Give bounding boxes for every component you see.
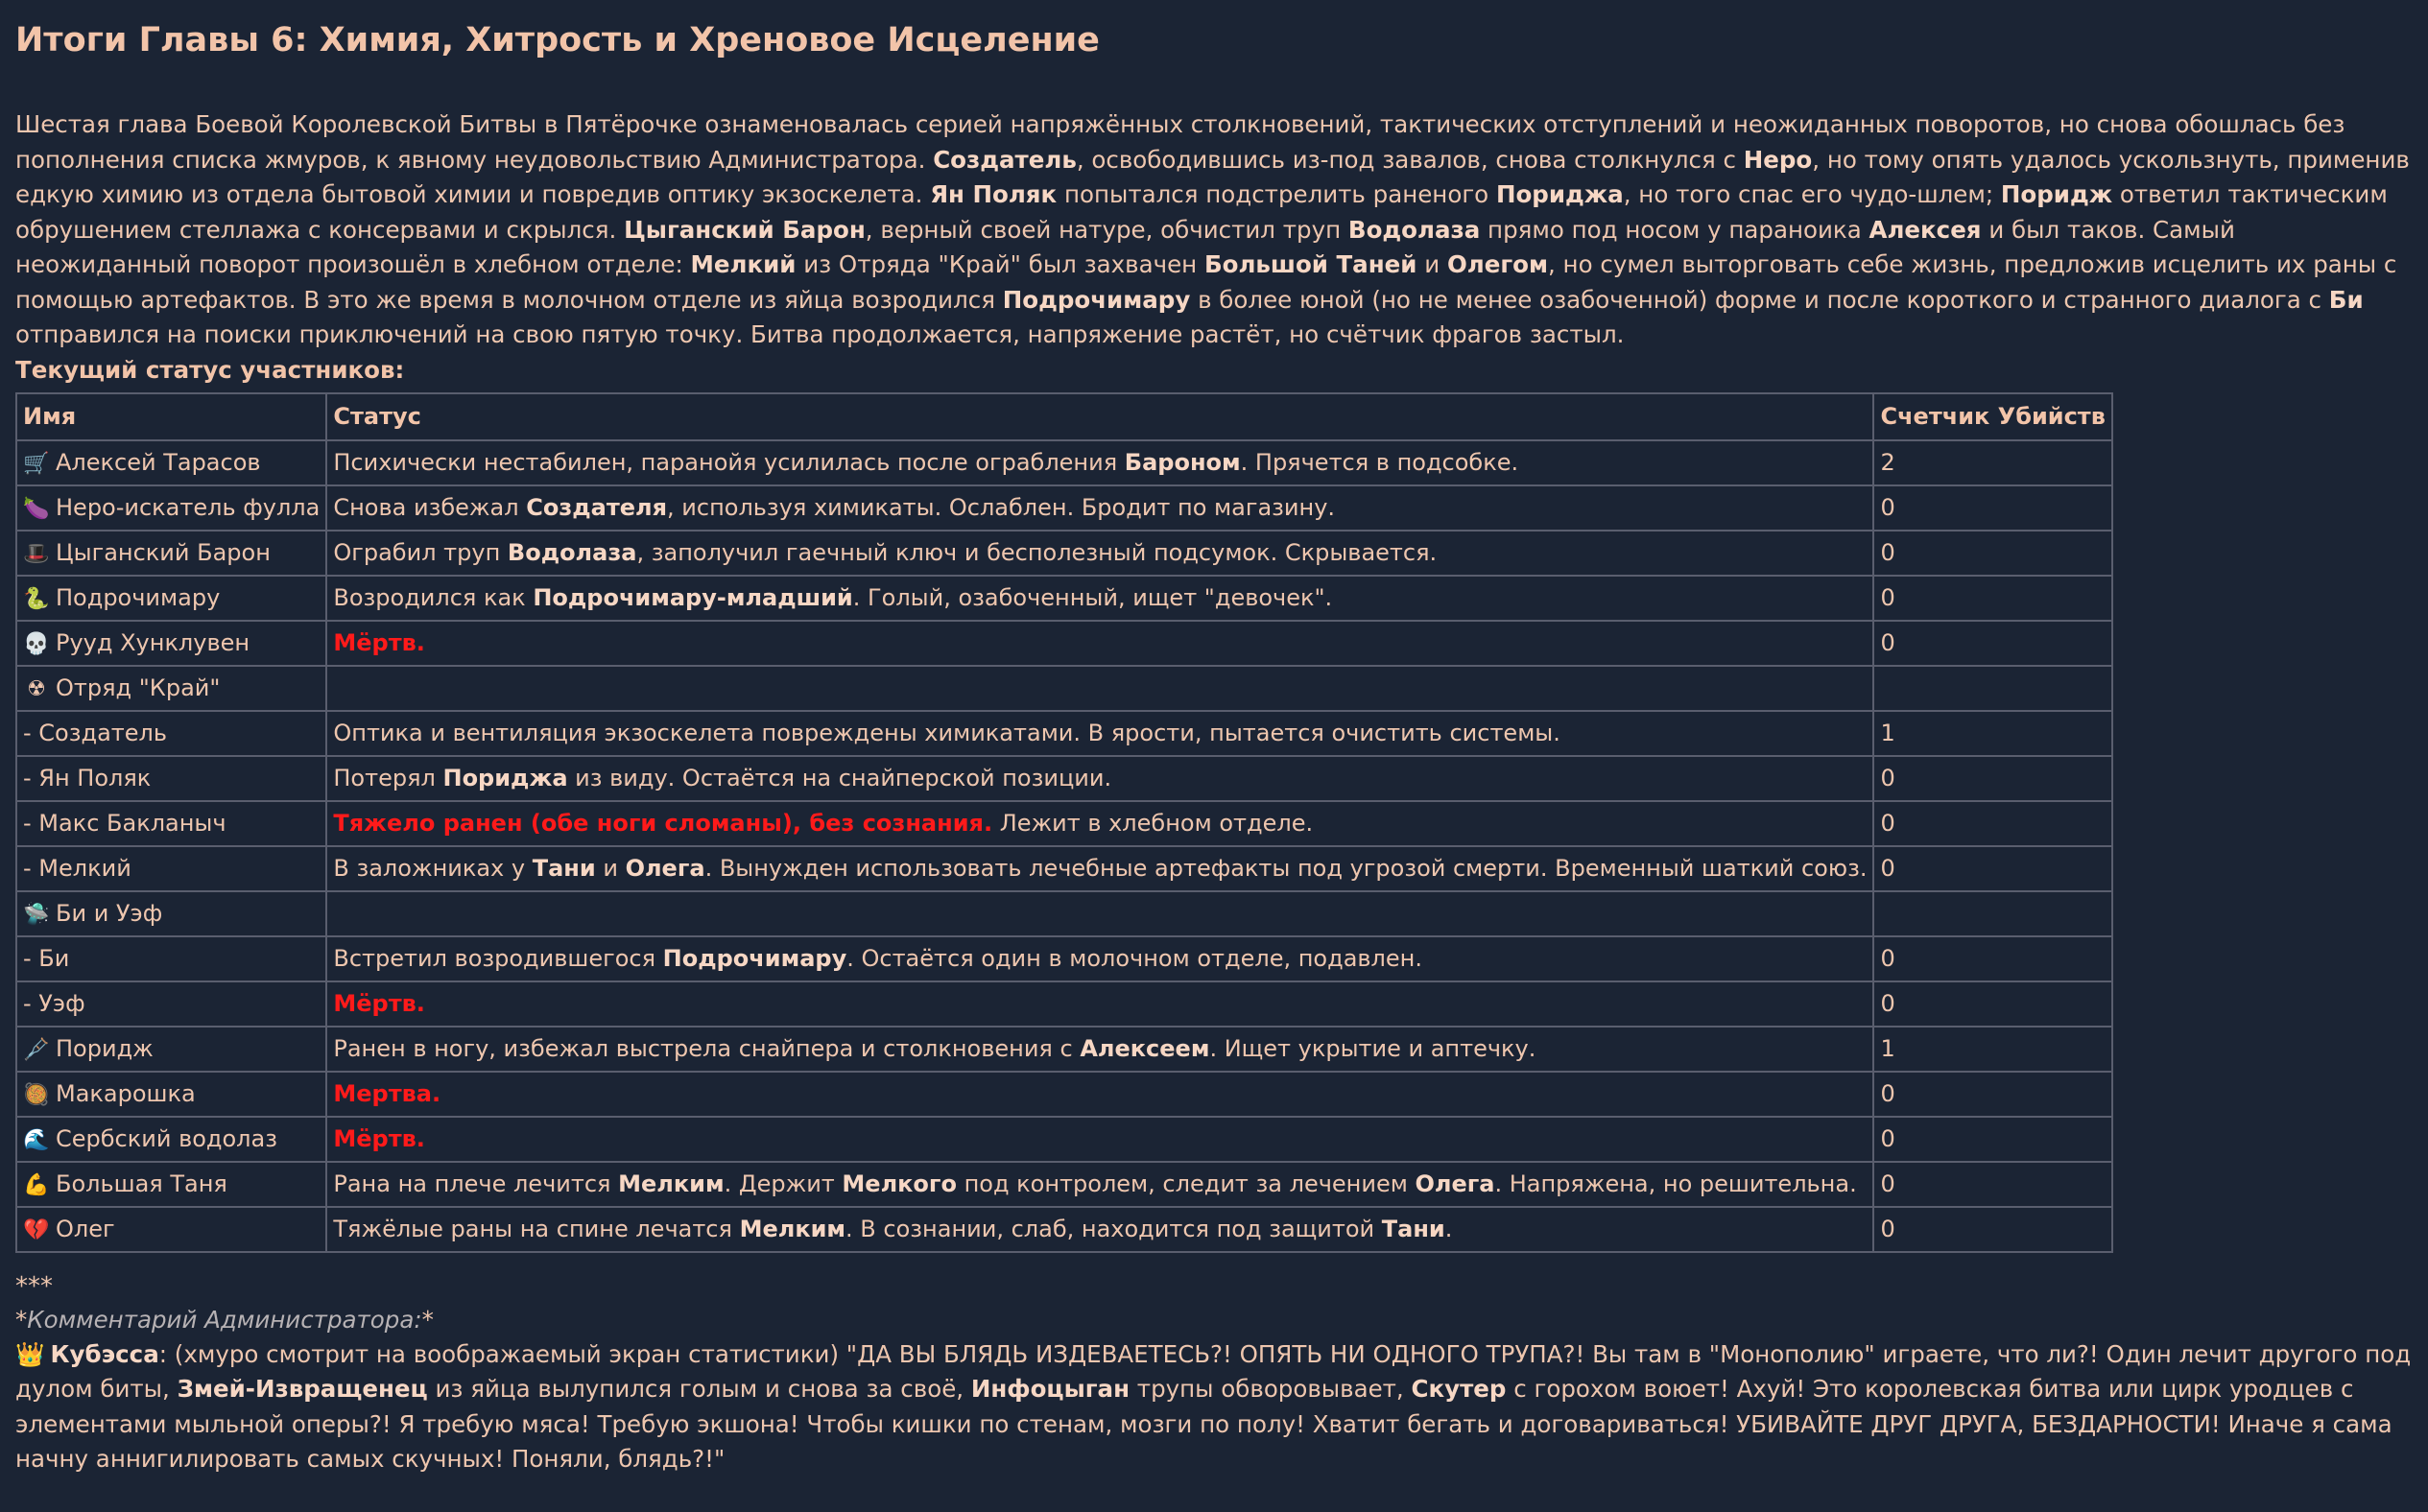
bold-name: Змей-Извращенец — [177, 1375, 428, 1403]
bold-name: Олега — [1415, 1170, 1495, 1197]
text-segment: и — [595, 855, 626, 882]
text-segment: Лежит в хлебном отделе. — [992, 810, 1314, 837]
bold-name: Олегом — [1446, 250, 1548, 278]
bold-name: Неро — [1743, 145, 1813, 174]
cell-name — [16, 981, 326, 1027]
cell-status — [326, 711, 1873, 756]
eggplant-icon: 🍆 — [23, 497, 50, 521]
bold-name: Подрочимару-младший — [533, 584, 853, 611]
bold-name: Пориджа — [442, 765, 568, 791]
cell-kills — [1873, 891, 2111, 936]
cell-status — [326, 666, 1873, 711]
top-hat-icon: 🎩 — [23, 542, 50, 566]
text-segment: . Напряжена, но решительна. — [1494, 1170, 1857, 1197]
participant-name: - Би — [23, 945, 70, 972]
crown-icon: 👑 — [15, 1339, 45, 1368]
radioactive-icon: ☢ — [27, 677, 46, 701]
text-segment: под контролем, следит за лечением — [956, 1170, 1416, 1197]
table-row — [16, 440, 2112, 485]
cell-kills: 1 — [1873, 1027, 2111, 1072]
wave-icon: 🌊 — [23, 1128, 50, 1152]
text-segment: В заложниках у — [333, 855, 533, 882]
cell-name — [16, 531, 326, 576]
cell-name — [16, 801, 326, 846]
participant-name: Сербский водолаз — [56, 1125, 277, 1152]
table-body — [16, 440, 2112, 1252]
comment-label: *Комментарий Администратора:* — [15, 1305, 434, 1334]
bold-name: Поридж — [2000, 180, 2113, 208]
text-segment: Встретил возродившегося — [333, 945, 663, 972]
participant-name: Макарошка — [56, 1080, 196, 1107]
cell-kills: 0 — [1873, 981, 2111, 1027]
participant-name: - Макс Бакланыч — [23, 810, 226, 837]
cell-name — [16, 846, 326, 891]
bold-name: Мелкого — [842, 1170, 957, 1197]
cell-kills: 0 — [1873, 936, 2111, 981]
table-row — [16, 531, 2112, 576]
cell-name — [16, 440, 326, 485]
participant-name: Би и Уэф — [56, 900, 163, 927]
bold-name: Алексея — [1869, 215, 1982, 244]
dead-status-text: Мёртв. — [333, 1125, 425, 1152]
cell-kills: 0 — [1873, 1162, 2111, 1207]
table-row — [16, 936, 2112, 981]
text-segment: трупы обворовывает, — [1130, 1375, 1412, 1403]
dead-status-text: Мёртв. — [333, 990, 425, 1017]
header-status: Статус — [326, 393, 1873, 440]
cell-status — [326, 846, 1873, 891]
participant-name: Неро-искатель фулла — [56, 494, 321, 521]
text-segment: из Отряда "Край" был захвачен — [796, 250, 1204, 278]
bold-name: Подрочимару — [1002, 285, 1191, 314]
shopping-cart-icon: 🛒 — [23, 452, 50, 476]
header-kills: Счетчик Убийств — [1873, 393, 2111, 440]
table-row — [16, 1027, 2112, 1072]
bold-name: Олега — [625, 855, 705, 882]
ufo-icon: 🛸 — [23, 903, 50, 927]
text-segment: Снова избежал — [333, 494, 527, 521]
cell-name — [16, 756, 326, 801]
text-segment: , освободившись из-под завалов, снова столкнулся с — [1076, 145, 1744, 174]
bold-name: Цыганский Барон — [624, 215, 866, 244]
cell-kills: 0 — [1873, 485, 2111, 531]
bold-name: Тани — [1381, 1216, 1445, 1242]
text-segment: прямо под носом у параноика — [1480, 215, 1869, 244]
cell-kills: 0 — [1873, 531, 2111, 576]
cell-status — [326, 1027, 1873, 1072]
cell-kills: 0 — [1873, 576, 2111, 621]
table-row — [16, 666, 2112, 711]
participant-name: Алексей Тарасов — [56, 449, 261, 476]
text-segment: . В сознании, слаб, находится под защитой — [845, 1216, 1382, 1242]
bold-name: Водолаза — [1347, 215, 1481, 244]
bold-name: Подрочимару — [662, 945, 847, 972]
text-segment: , но тому опять удалось ускользнуть, применив едкую химию из отдела бытовой химии и повредив оптику экзоскелета. — [15, 145, 2410, 208]
bold-name: Большой Таней — [1203, 250, 1417, 278]
cell-name — [16, 1162, 326, 1207]
cell-name — [16, 1207, 326, 1252]
text-segment: с горохом воюет! Ахуй! Это королевская битва или цирк уродцев с элементами мыльной оперы?! Я требую мяса! Требую экшона! Чтобы кишки по стенам, мозги по полу! Хватит бегать и договариваться! УБИВАЙТЕ ДРУГ ДРУГА, БЕЗДАРНОСТИ! Иначе я сама начну аннигилировать самых скучных! Поняли, блядь?!" — [15, 1375, 2392, 1473]
text-segment: : (хмуро смотрит на воображаемый экран статистики) "ДА ВЫ БЛЯДЬ ИЗДЕВАЕТЕСЬ?! ОПЯТЬ НИ ОДНОГО ТРУПА?! Вы там в "Монополию" играете, что ли?! Один лечит другого под дулом биты, — [15, 1339, 2412, 1403]
text-segment: . — [1444, 1216, 1453, 1242]
table-header-row — [16, 393, 2112, 440]
bold-name: Тани — [532, 855, 596, 882]
participant-name: - Уэф — [23, 990, 85, 1017]
cell-kills: 0 — [1873, 756, 2111, 801]
cell-name — [16, 1027, 326, 1072]
text-segment: ответил тактическим обрушением стеллажа с консервами и скрылся. — [15, 180, 2388, 244]
dead-status-text: Мертва. — [333, 1080, 441, 1107]
bold-name: Мелкий — [690, 250, 797, 278]
skull-icon: 💀 — [23, 632, 50, 656]
text-segment: из виду. Остаётся на снайперской позиции. — [567, 765, 1112, 791]
bold-name: Ян Поляк — [930, 180, 1058, 208]
table-row — [16, 1117, 2112, 1162]
cell-name — [16, 666, 326, 711]
intro-paragraph — [15, 107, 2415, 353]
participant-name: Олег — [56, 1216, 115, 1242]
bold-name: Пориджа — [1495, 180, 1624, 208]
text-segment: , верный своей натуре, обчистил труп — [865, 215, 1348, 244]
status-heading: Текущий статус участников: — [15, 355, 405, 384]
text-segment: Тяжёлые раны на спине лечатся — [333, 1216, 740, 1242]
bold-name: Би — [2328, 285, 2364, 314]
bold-name: Водолаза — [507, 539, 637, 566]
comment-label-text: Комментарий Администратора: — [27, 1305, 422, 1334]
cell-name — [16, 485, 326, 531]
text-segment: из яйца вылупился голым и снова за своё, — [427, 1375, 971, 1403]
cell-name — [16, 711, 326, 756]
bold-name: Кубэсса — [50, 1339, 159, 1368]
cell-kills: 2 — [1873, 440, 2111, 485]
cell-kills: 1 — [1873, 711, 2111, 756]
cell-name — [16, 576, 326, 621]
participant-name: - Ян Поляк — [23, 765, 152, 791]
table-row — [16, 1162, 2112, 1207]
cell-kills: 0 — [1873, 1117, 2111, 1162]
cell-status — [326, 485, 1873, 531]
cell-kills — [1873, 666, 2111, 711]
cell-status — [326, 981, 1873, 1027]
cell-status — [326, 531, 1873, 576]
text-segment: . Вынужден использовать лечебные артефакты под угрозой смерти. Временный шаткий союз. — [704, 855, 1868, 882]
cell-status — [326, 1117, 1873, 1162]
table-row — [16, 621, 2112, 666]
dead-status-text: Тяжело ранен (обе ноги сломаны), без сознания. — [333, 810, 993, 837]
text-segment: Шестая глава Боевой Королевской Битвы в Пятёрочке ознаменовалась серией напряжённых столкновений, тактических отступлений и неожиданных поворотов, но снова обошлась без пополнения списка жмуров, к явному неудовольствию Администратора. — [15, 110, 2345, 174]
text-segment: Психически нестабилен, паранойя усилилась после ограбления — [333, 449, 1125, 476]
table-row — [16, 756, 2112, 801]
bold-name: Инфоцыган — [970, 1375, 1131, 1403]
text-segment: Потерял — [333, 765, 443, 791]
cell-status — [326, 576, 1873, 621]
text-segment: . Голый, озабоченный, ищет "девочек". — [852, 584, 1333, 611]
cell-status — [326, 1207, 1873, 1252]
cell-status — [326, 936, 1873, 981]
text-segment: , но того спас его чудо-шлем; — [1623, 180, 2001, 208]
crutch-icon: 🩼 — [23, 1038, 50, 1062]
table-row — [16, 576, 2112, 621]
bold-name: Мелким — [618, 1170, 725, 1197]
cell-name — [16, 891, 326, 936]
table-row — [16, 1207, 2112, 1252]
broken-heart-icon: 💔 — [23, 1218, 50, 1242]
cell-status — [326, 621, 1873, 666]
participant-name: - Мелкий — [23, 855, 131, 882]
dead-status-text: Мёртв. — [333, 629, 425, 656]
text-segment: . Ищет укрытие и аптечку. — [1209, 1035, 1536, 1062]
table-row — [16, 981, 2112, 1027]
cell-kills: 0 — [1873, 846, 2111, 891]
text-segment: Возродился как — [333, 584, 534, 611]
text-segment: , но сумел выторговать себе жизнь, предложив исцелить их раны с помощью артефактов. В это же время в молочном отделе из яйца возродился — [15, 250, 2397, 314]
flexed-arm-icon: 💪 — [23, 1173, 50, 1197]
admin-comment — [15, 1337, 2415, 1477]
text-segment: Ранен в ногу, избежал выстрела снайпера и столкновения с — [333, 1035, 1081, 1062]
participant-name: Отряд "Край" — [56, 674, 221, 701]
bold-name: Создатель — [933, 145, 1077, 174]
bold-name: Алексеем — [1080, 1035, 1210, 1062]
text-segment: . Прячется в подсобке. — [1240, 449, 1519, 476]
cell-status — [326, 801, 1873, 846]
header-name: Имя — [16, 393, 326, 440]
cell-status — [326, 1072, 1873, 1117]
bold-name: Скутер — [1411, 1375, 1507, 1403]
table-row — [16, 846, 2112, 891]
cell-status — [326, 891, 1873, 936]
cell-status — [326, 440, 1873, 485]
text-segment: и — [1416, 250, 1447, 278]
participant-name: Рууд Хунклувен — [56, 629, 250, 656]
cell-name — [16, 936, 326, 981]
text-segment: в более юной (но не менее озабоченной) форме и после короткого и странного диалога с — [1190, 285, 2329, 314]
bold-name: Мелким — [739, 1216, 846, 1242]
cell-kills: 0 — [1873, 621, 2111, 666]
text-segment: Оптика и вентиляция экзоскелета повреждены химикатами. В ярости, пытается очистить системы. — [333, 720, 1560, 746]
text-segment: отправился на поиски приключений на свою пятую точку. Битва продолжается, напряжение растёт, но счётчик фрагов застыл. — [15, 320, 1625, 348]
participant-name: - Создатель — [23, 720, 168, 746]
text-segment: Ограбил труп — [333, 539, 508, 566]
separator: *** — [15, 1271, 53, 1301]
text-segment: . Держит — [724, 1170, 843, 1197]
cell-name — [16, 621, 326, 666]
bold-name: Создателя — [526, 494, 668, 521]
table-row — [16, 891, 2112, 936]
table-row — [16, 485, 2112, 531]
text-segment: попытался подстрелить раненого — [1057, 180, 1496, 208]
cell-kills: 0 — [1873, 801, 2111, 846]
cell-name — [16, 1072, 326, 1117]
participant-name: Поридж — [56, 1035, 154, 1062]
cell-status — [326, 756, 1873, 801]
text-segment: , заполучил гаечный ключ и бесполезный подсумок. Скрывается. — [636, 539, 1438, 566]
participant-name: Большая Таня — [56, 1170, 227, 1197]
table-row — [16, 801, 2112, 846]
text-segment: Рана на плече лечится — [333, 1170, 619, 1197]
cell-name — [16, 1117, 326, 1162]
text-segment: , используя химикаты. Ослаблен. Бродит по магазину. — [667, 494, 1336, 521]
snake-icon: 🐍 — [23, 587, 50, 611]
participant-name: Подрочимару — [56, 584, 221, 611]
page-title: Итоги Главы 6: Химия, Хитрость и Хреновое Исцеление — [15, 21, 1100, 59]
table-row — [16, 1072, 2112, 1117]
bold-name: Бароном — [1124, 449, 1241, 476]
text-segment: и был таков. Самый неожиданный поворот произошёл в хлебном отделе: — [15, 215, 2235, 278]
table-row — [16, 711, 2112, 756]
cell-status — [326, 1162, 1873, 1207]
cell-kills: 0 — [1873, 1207, 2111, 1252]
cell-kills: 0 — [1873, 1072, 2111, 1117]
participant-name: Цыганский Барон — [56, 539, 271, 566]
text-segment: . Остаётся один в молочном отделе, подавлен. — [846, 945, 1422, 972]
participants-table — [15, 392, 2113, 1253]
pot-icon: 🥘 — [23, 1083, 50, 1107]
